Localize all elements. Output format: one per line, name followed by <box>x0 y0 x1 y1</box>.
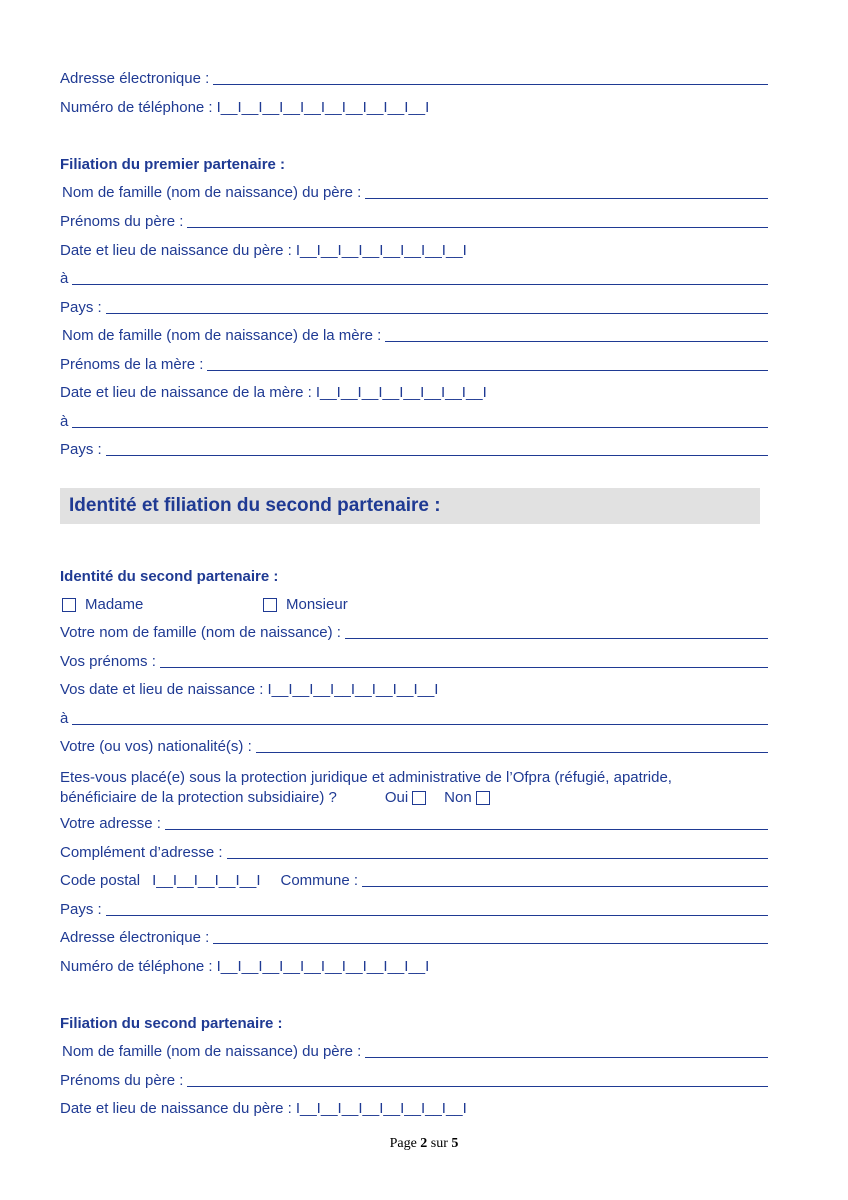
f1-mother-name-label: Nom de famille (nom de naissance) de la mère : <box>62 327 382 344</box>
i2-phone-boxes[interactable]: I__I__I__I__I__I__I__I__I__I__I <box>216 958 430 975</box>
i2-phone-label: Numéro de téléphone : <box>60 958 213 975</box>
f1-mother-name-row <box>62 325 768 345</box>
phone-boxes[interactable]: I__I__I__I__I__I__I__I__I__I__I <box>216 99 430 116</box>
oui-option[interactable] <box>385 788 426 808</box>
f1-pays2-field[interactable] <box>106 455 768 456</box>
f2-father-name-field[interactable] <box>365 1057 768 1058</box>
page-word: Page <box>389 1136 417 1151</box>
monsieur-option[interactable] <box>263 596 348 613</box>
f1-mother-place-row <box>60 411 768 431</box>
i2-cp-boxes[interactable]: I__I__I__I__I__I <box>152 872 261 889</box>
f1-pays2-row <box>60 439 768 459</box>
i2-pays-row <box>60 899 768 919</box>
f2-father-birth-row <box>60 1098 768 1118</box>
sur-word: sur <box>430 1136 448 1151</box>
i2-adresse-label: Votre adresse : <box>60 815 161 832</box>
f1-mother-birth-label: Date et lieu de naissance de la mère : <box>60 384 312 401</box>
i2-nom-row <box>60 622 768 642</box>
f1-father-birth-boxes[interactable]: I__I__I__I__I__I__I__I__I <box>295 242 467 259</box>
ofpra-question <box>60 768 770 808</box>
f1-a-label: à <box>60 270 69 287</box>
filiation1-heading: Filiation du premier partenaire : <box>60 156 286 173</box>
i2-adresse-field[interactable] <box>165 829 768 830</box>
i2-adresse-row <box>60 813 768 833</box>
page-number: 2 <box>420 1136 428 1151</box>
f1-father-first-label: Prénoms du père : <box>60 213 184 230</box>
i2-prenoms-field[interactable] <box>160 667 768 668</box>
phone-label: Numéro de téléphone : <box>60 99 213 116</box>
filiation2-heading: Filiation du second partenaire : <box>60 1015 283 1032</box>
i2-email-field[interactable] <box>213 943 768 944</box>
f1-mother-first-row <box>60 354 768 374</box>
i2-cp-label: Code postal <box>60 872 141 889</box>
i2-email-row <box>60 927 768 947</box>
i2-birth-row <box>60 679 768 699</box>
i2-complement-row <box>60 842 768 862</box>
f1-father-place-field[interactable] <box>72 284 768 285</box>
madame-label: Madame <box>85 596 144 613</box>
i2-cp-row <box>60 870 768 890</box>
f1-father-first-row <box>60 211 768 231</box>
i2-place-row <box>60 708 768 728</box>
f2-father-birth-label: Date et lieu de naissance du père : <box>60 1100 292 1117</box>
oui-label: Oui <box>384 789 409 806</box>
f1-pays-field[interactable] <box>106 313 768 314</box>
i2-commune-label: Commune : <box>280 872 359 889</box>
ofpra-line2: bénéficiaire de la protection subsidiaire) ? <box>60 789 337 806</box>
i2-prenoms-label: Vos prénoms : <box>60 653 156 670</box>
i2-nat-label: Votre (ou vos) nationalité(s) : <box>60 738 252 755</box>
i2-nom-field[interactable] <box>345 638 768 639</box>
f1-mother-place-field[interactable] <box>72 427 768 428</box>
i2-complement-field[interactable] <box>227 858 768 859</box>
i2-phone-row <box>60 956 768 976</box>
f2-father-first-field[interactable] <box>187 1086 768 1087</box>
f1-mother-first-label: Prénoms de la mère : <box>60 356 204 373</box>
non-option[interactable] <box>444 788 490 808</box>
f1-father-name-field[interactable] <box>365 198 768 199</box>
f1-mother-name-field[interactable] <box>385 341 768 342</box>
i2-a-label: à <box>60 710 69 727</box>
f1-a2-label: à <box>60 413 69 430</box>
ofpra-line2-row <box>60 788 770 808</box>
i2-nat-row <box>60 736 768 756</box>
f1-pays-label: Pays : <box>60 299 102 316</box>
f1-father-name-row <box>62 182 768 202</box>
i2-nat-field[interactable] <box>256 752 768 753</box>
monsieur-label: Monsieur <box>286 596 348 613</box>
f1-mother-birth-boxes[interactable]: I__I__I__I__I__I__I__I__I <box>315 384 487 401</box>
monsieur-checkbox[interactable] <box>263 598 277 612</box>
f1-mother-birth-row <box>60 382 768 402</box>
f1-father-name-label: Nom de famille (nom de naissance) du père : <box>62 184 362 201</box>
email-row <box>60 68 768 88</box>
non-checkbox[interactable] <box>476 791 490 805</box>
f1-pays-row <box>60 297 768 317</box>
f1-mother-first-field[interactable] <box>207 370 768 371</box>
f2-father-first-label: Prénoms du père : <box>60 1072 184 1089</box>
identite2-heading: Identité du second partenaire : <box>60 568 279 585</box>
f2-father-birth-boxes[interactable]: I__I__I__I__I__I__I__I__I <box>295 1100 467 1117</box>
email-label: Adresse électronique : <box>60 70 210 87</box>
email-field[interactable] <box>213 84 768 85</box>
f1-pays2-label: Pays : <box>60 441 102 458</box>
i2-commune-field[interactable] <box>362 886 768 887</box>
f1-father-first-field[interactable] <box>187 227 768 228</box>
page-footer <box>0 1136 848 1152</box>
f2-father-name-row <box>62 1041 768 1061</box>
f1-father-birth-label: Date et lieu de naissance du père : <box>60 242 292 259</box>
i2-complement-label: Complément d’adresse : <box>60 844 223 861</box>
i2-email-label: Adresse électronique : <box>60 929 210 946</box>
ofpra-line1: Etes-vous placé(e) sous la protection juridique et administrative de l’Ofpra (réfugié, apatride, <box>60 769 672 786</box>
madame-option[interactable] <box>62 596 143 613</box>
i2-pays-field[interactable] <box>106 915 768 916</box>
i2-birth-boxes[interactable]: I__I__I__I__I__I__I__I__I <box>267 681 439 698</box>
f1-father-place-row <box>60 268 768 288</box>
section-header <box>60 488 760 524</box>
f2-father-first-row <box>60 1070 768 1090</box>
f2-father-name-label: Nom de famille (nom de naissance) du père : <box>62 1043 362 1060</box>
i2-pays-label: Pays : <box>60 901 102 918</box>
f1-father-birth-row <box>60 240 768 260</box>
oui-checkbox[interactable] <box>412 791 426 805</box>
madame-checkbox[interactable] <box>62 598 76 612</box>
i2-place-field[interactable] <box>72 724 768 725</box>
i2-birth-label: Vos date et lieu de naissance : <box>60 681 264 698</box>
phone-row <box>60 97 768 117</box>
non-label: Non <box>444 789 472 806</box>
i2-prenoms-row <box>60 651 768 671</box>
section-title: Identité et filiation du second partenaire : <box>69 495 441 516</box>
page-total: 5 <box>451 1136 459 1151</box>
i2-nom-label: Votre nom de famille (nom de naissance) : <box>60 624 341 641</box>
